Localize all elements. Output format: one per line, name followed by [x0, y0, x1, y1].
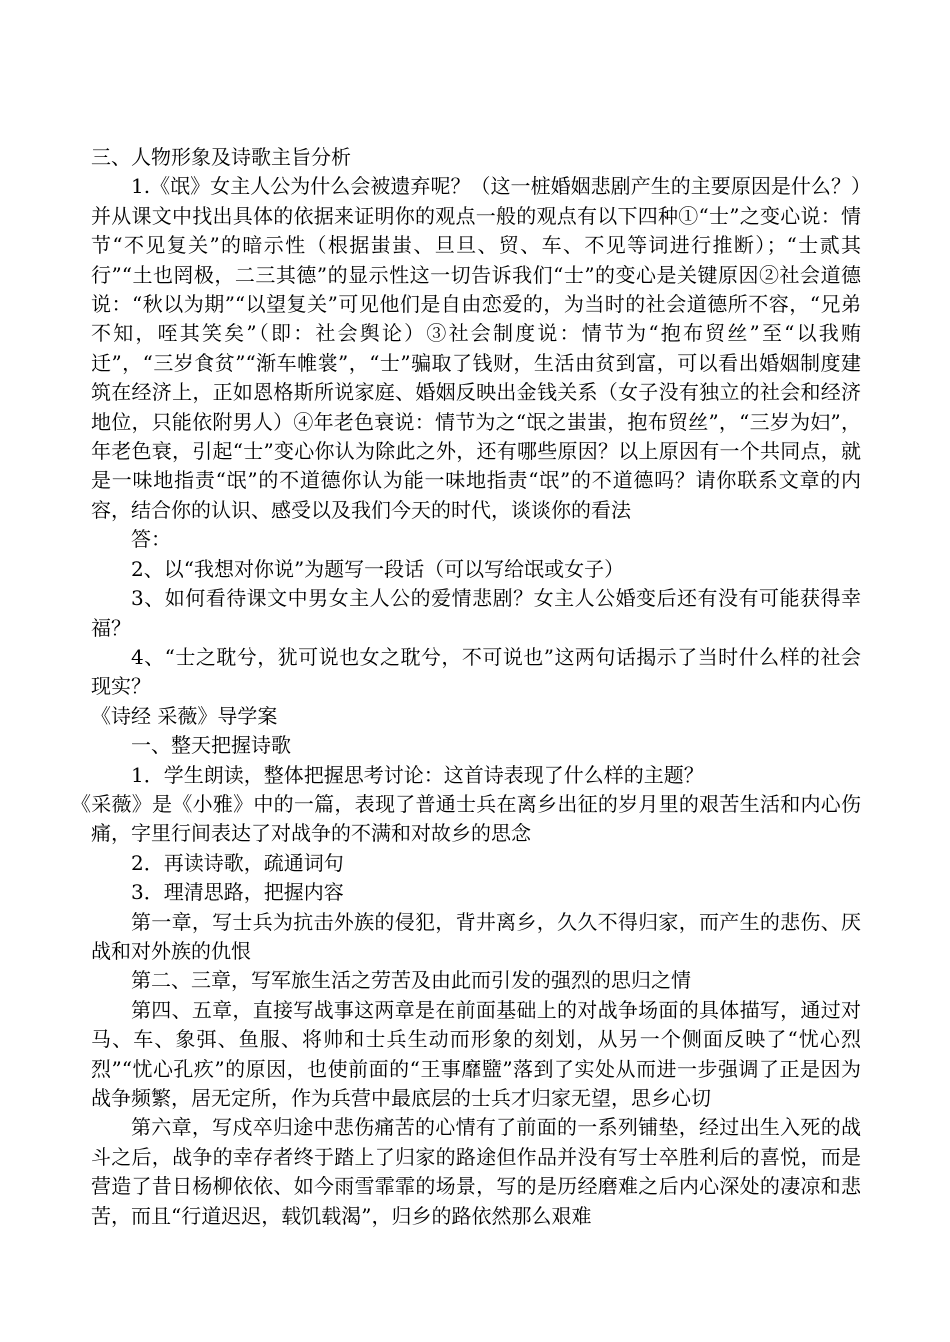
question-2-paragraph: 2、以“我想对你说”为题写一段话（可以写给氓或女子）: [131, 556, 625, 581]
step-1-paragraph: 1．学生朗读，整体把握思考讨论：这首诗表现了什么样的主题？: [131, 762, 704, 787]
chapter-4-5-paragraph: 第四、五章，直接写战事这两章是在前面基础上的对战争场面的具体描写，通过对马、车、象弭、鱼服、将帅和士兵生动而形象的刻划，从另一个侧面反映了“忧心烈烈”“忧心孔疚”的原因，也使前面的“王事靡盬”落到了实处从而进一步强调了正是因为战争频繁，居无定所，作为兵营中最底层的士兵才归家无望，思乡心切: [91, 997, 861, 1110]
step-2-paragraph: 2．再读诗歌，疏通词句: [131, 850, 344, 875]
theme-summary-paragraph: 《采薇》是《小雅》中的一篇，表现了普通士兵在离乡出征的岁月里的艰苦生活和内心伤痛，字里行间表达了对战争的不满和对故乡的思念: [71, 791, 861, 846]
caiwei-guide-title: 《诗经 采薇》导学案: [91, 703, 278, 728]
question-3-paragraph: 3、如何看待课文中男女主人公的爱情悲剧？女主人公婚变后还有没有可能获得幸福？: [91, 586, 861, 640]
question-1-paragraph: 1.《氓》女主人公为什么会被遗弃呢？（这一桩婚姻悲剧产生的主要原因是什么？）并从课文中找出具体的依据来证明你的观点一般的观点有以下四种①“士”之变心说：情节“不见复关”的暗示性（根据蚩蚩、旦旦、贸、车、不见等词进行推断）；“士贰其行”“土也罔极，二三其德”的显示性这一切告诉我们“士”的变心是关键原因②社会道德说：“秋以为期”“以望复关”可见他们是自由恋爱的，为当时的社会道德所不容，“兄弟不知，咥其笑矣”（即：社会舆论）③社会制度说：情节为“抱布贸丝”至“以我贿迁”，“三岁食贫”“渐车帷裳”，“士”骗取了钱财，生活由贫到富，可以看出婚姻制度建筑在经济上，正如恩格斯所说家庭、婚姻反映出金钱关系（女子没有独立的社会和经济地位，只能依附男人）④年老色衰说：情节为之“氓之蚩蚩，抱布贸丝”，“三岁为妇”，年老色衰，引起“士”变心你认为除此之外，还有哪些原因？以上原因有一个共同点，就是一味地指责“氓”的不道德你认为能一味地指责“氓”的不道德吗？请你联系文章的内容，结合你的认识、感受以及我们今天的时代，谈谈你的看法: [91, 174, 861, 522]
document-body: [71, 143, 861, 1231]
answer-label: 答：: [131, 527, 171, 552]
chapter-6-paragraph: 第六章，写戍卒归途中悲伤痛苦的心情有了前面的一系列铺垫，经过出生入死的战斗之后，战争的幸存者终于踏上了归家的路途但作品并没有写士卒胜利后的喜悦，而是营造了昔日杨柳依依、如今雨雪霏霏的场景，写的是历经磨难之后内心深处的凄凉和悲苦，而且“行道迟迟，载饥载渴”，归乡的路依然那么艰难: [91, 1115, 861, 1228]
section-heading-grasp-poem: 一、整天把握诗歌: [131, 733, 291, 758]
chapter-1-paragraph: 第一章，写士兵为抗击外族的侵犯，背井离乡，久久不得归家，而产生的悲伤、厌战和对外族的仇恨: [91, 909, 861, 963]
question-4-paragraph: 4、“士之耽兮，犹可说也女之耽兮，不可说也”这两句话揭示了当时什么样的社会现实？: [91, 644, 861, 699]
chapter-2-3-paragraph: 第二、三章，写军旅生活之劳苦及由此而引发的强烈的思归之情: [131, 968, 691, 993]
step-3-paragraph: 3．理清思路，把握内容: [131, 880, 344, 905]
section-heading-character-analysis: 三、人物形象及诗歌主旨分析: [91, 145, 351, 169]
